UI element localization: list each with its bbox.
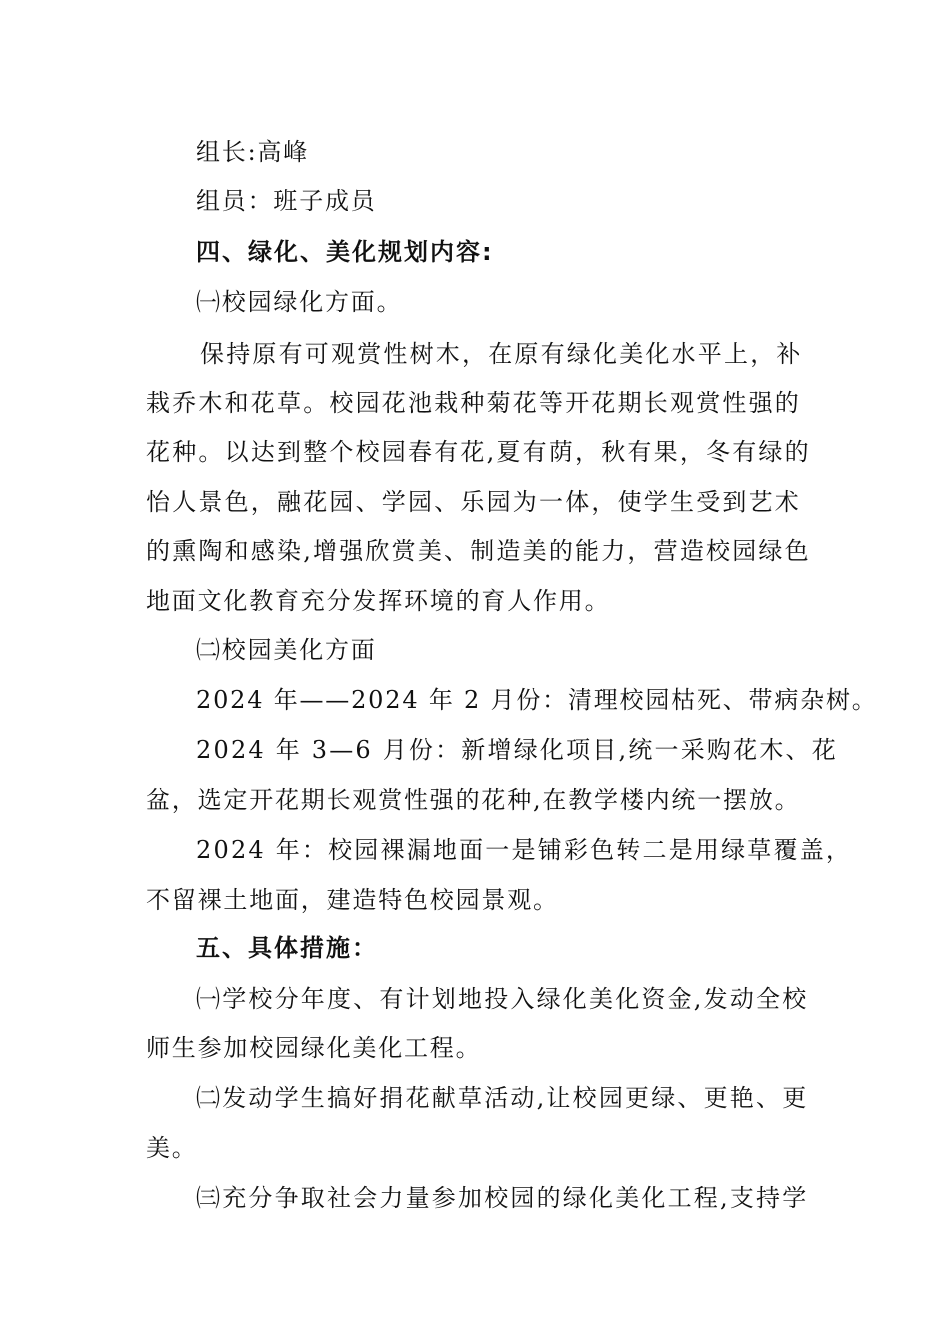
paragraph-line: 保持原有可观赏性树木，在原有绿化美化水平上，补 — [200, 340, 803, 368]
paragraph-line: 花种。以达到整个校园春有花,夏有荫，秋有果，冬有绿的 — [146, 438, 811, 466]
measure-line: ㈡发动学生搞好捐花献草活动,让校园更绿、更艳、更 — [196, 1084, 809, 1112]
schedule-line: 盆，选定开花期长观赏性强的花种,在教学楼内统一摆放。 — [146, 786, 801, 814]
team-leader-line: 组长:高峰 — [196, 138, 310, 166]
team-members-line: 组员：班子成员 — [196, 187, 377, 215]
measure-line: ㈠学校分年度、有计划地投入绿化美化资金,发动全校 — [196, 985, 809, 1013]
section-heading-four: 四、绿化、美化规划内容: — [196, 238, 494, 266]
section-heading-five: 五、具体措施： — [196, 934, 378, 962]
schedule-line: 2024 年——2024 年 2 月份：清理校园枯死、带病杂树。 — [196, 686, 878, 714]
schedule-line: 2024 年：校园裸漏地面一是铺彩色转二是用绿草覆盖， — [196, 836, 853, 864]
measure-line: 师生参加校园绿化美化工程。 — [146, 1034, 482, 1062]
paragraph-line: 怡人景色，融花园、学园、乐园为一体，使学生受到艺术 — [146, 488, 801, 516]
subsection-heading-beautification: ㈡校园美化方面 — [196, 636, 377, 664]
paragraph-line: 栽乔木和花草。校园花池栽种菊花等开花期长观赏性强的 — [146, 389, 801, 417]
paragraph-line: 的熏陶和感染,增强欣赏美、制造美的能力，营造校园绿色 — [146, 537, 811, 565]
measure-line: 美。 — [146, 1134, 198, 1162]
paragraph-line: 地面文化教育充分发挥环境的育人作用。 — [146, 587, 611, 615]
subsection-heading-greening: ㈠校园绿化方面。 — [196, 288, 403, 316]
schedule-line: 不留裸土地面，建造特色校园景观。 — [146, 886, 559, 914]
schedule-line: 2024 年 3—6 月份：新增绿化项目,统一采购花木、花 — [196, 736, 838, 764]
measure-line: ㈢充分争取社会力量参加校园的绿化美化工程,支持学 — [196, 1184, 809, 1212]
